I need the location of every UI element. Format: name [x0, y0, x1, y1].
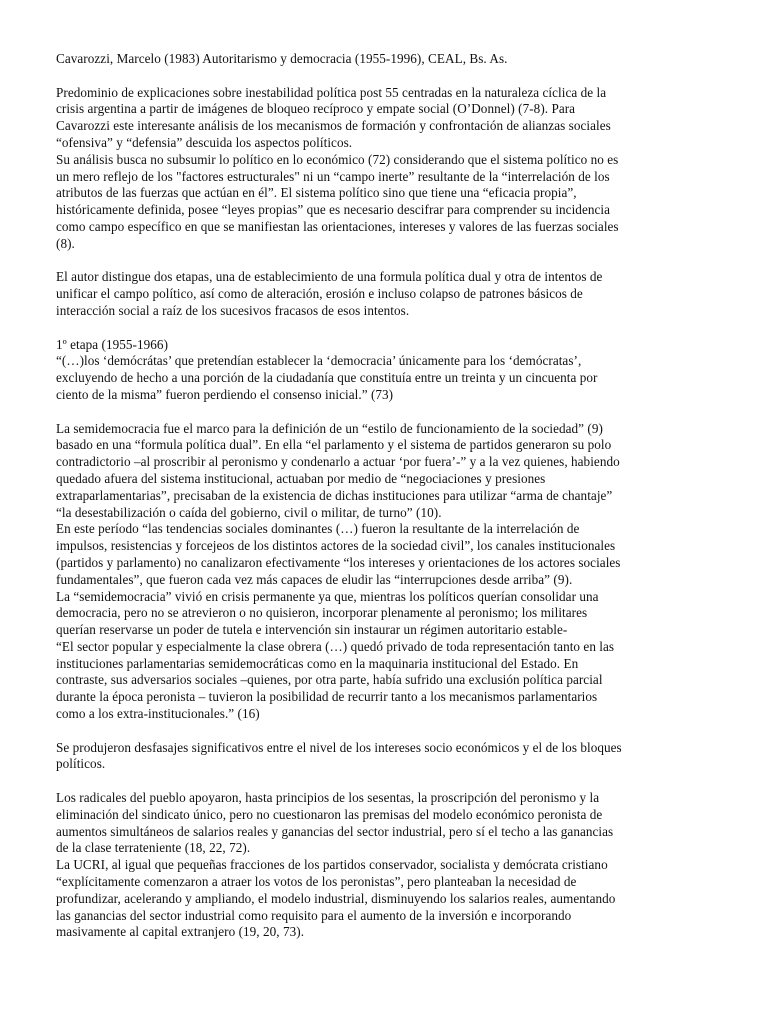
text-line: “explícitamente comenzaron a atraer los votos de los peronistas”, pero planteaban la necesidad de: [56, 874, 577, 890]
section-heading: 1º etapa (1955-1966): [56, 336, 169, 352]
text-line: de la clase terrateniente (18, 22, 72).: [56, 840, 251, 856]
text-line: querían reservarse un poder de tutela e intervención sin instaurar un régimen autoritario estable-: [56, 622, 568, 638]
text-line: las ganancias del sector industrial como requisito para el aumento de la inversión e incorporando: [56, 907, 572, 923]
quote-line: excluyendo de hecho a una porción de la ciudadanía que constituía entre un treinta y un cincuenta por: [56, 370, 598, 386]
text-line: fundamentales”, que fueron cada vez más capaces de eludir las “interrupciones desde arriba” (9).: [56, 571, 573, 587]
text-line: interacción social a raíz de los sucesivos fracasos de esos intentos.: [56, 302, 410, 318]
text-line: En este período “las tendencias sociales dominantes (…) fueron la resultante de la interrelación de: [56, 521, 580, 537]
quote-line: “(…)los ‘demócrátas’ que pretendían establecer la ‘democracia’ únicamente para los ‘demócratas’,: [56, 353, 582, 369]
paragraph-gap: [56, 404, 716, 421]
text-line: (8).: [56, 235, 75, 251]
paragraph-desfasajes: [56, 740, 716, 774]
text-line: Predominio de explicaciones sobre inestabilidad política post 55 centradas en la naturaleza cíclica de la: [56, 84, 607, 100]
paragraph-gap: [56, 68, 716, 85]
text-line: La UCRI, al igual que pequeñas fracciones de los partidos conservador, socialista y demócrata cristiano: [56, 857, 608, 873]
text-line: “la desestabilización o caída del gobierno, civil o militar, de turno” (10).: [56, 504, 442, 520]
paragraph-gap: [56, 773, 716, 790]
paragraph-semidemocracia: [56, 421, 716, 723]
text-line: unificar el campo político, así como de alteración, erosión e incluso colapso de patrones básicos de: [56, 286, 583, 302]
text-line: atributos de las fuerzas que actúan en él”. El sistema político sino que tiene una “eficacia propia”,: [56, 185, 577, 201]
text-line: políticos.: [56, 756, 106, 772]
text-line: El autor distingue dos etapas, una de establecimiento de una formula política dual y otra de intentos de: [56, 269, 603, 285]
paragraph-predominio: [56, 85, 716, 253]
text-line: Cavarozzi este interesante análisis de los mecanismos de formación y confrontación de alianzas sociales: [56, 118, 611, 134]
paragraph-primera-etapa: [56, 337, 716, 404]
paragraph-etapas: [56, 269, 716, 319]
text-line: Su análisis busca no subsumir lo político en lo económico (72) considerando que el sistema político no es: [56, 151, 619, 167]
text-line: un mero reflejo de los "factores estructurales" ni un “campo inerte” resultante de la “interrelación de los: [56, 168, 610, 184]
text-line: La “semidemocracia” vivió en crisis permanente ya que, mientras los políticos querían consolidar una: [56, 588, 599, 604]
text-line: Se produjeron desfasajes significativos entre el nivel de los intereses socio económicos y el de los bloques: [56, 739, 622, 755]
text-line: (partidos y parlamento) no canalizaron efectivamente “los intereses y orientaciones de los actores sociales: [56, 554, 621, 570]
text-line: durante la época peronista – tuvieron la posibilidad de recurrir tanto a los mecanismos parlamentarios: [56, 689, 598, 705]
text-line: Los radicales del pueblo apoyaron, hasta principios de los sesentas, la proscripción del peronismo y la: [56, 790, 600, 806]
text-line: contraste, sus adversarios sociales –quienes, por otra parte, había sufrido una exclusión política parcial: [56, 672, 603, 688]
text-line: La semidemocracia fue el marco para la definición de un “estilo de funcionamiento de la sociedad” (9): [56, 420, 603, 436]
quote-line: ciento de la misma” fueron perdiendo el consenso inicial.” (73): [56, 386, 394, 402]
text-line: eliminación del sindicato único, pero no cuestionaron las premisas del modelo económico peronista de: [56, 806, 603, 822]
text-line: como a los extra-institucionales.” (16): [56, 706, 260, 722]
text-line: históricamente definida, posee “leyes propias” que es necesario descifrar para comprender su incidencia: [56, 202, 611, 218]
document-page: [56, 51, 716, 941]
text-line: extraparlamentarias”, precisaban de la existencia de dichas instituciones para utilizar “arma de chantaje”: [56, 487, 613, 503]
text-line: crisis argentina a partir de imágenes de bloqueo recíproco y empate social (O’Donnel) (7-8). Para: [56, 101, 576, 117]
text-line: “ofensiva” y “defensia” descuida los aspectos políticos.: [56, 134, 353, 150]
text-line: profundizar, acelerando y ampliando, el modelo industrial, disminuyendo los salarios reales, aumentando: [56, 890, 616, 906]
reference-line: Cavarozzi, Marcelo (1983) Autoritarismo y democracia (1955-1996), CEAL, Bs. As.: [56, 51, 508, 66]
text-line: como campo específico en que se manifiestan las orientaciones, intereses y valores de las fuerzas sociales: [56, 218, 619, 234]
text-line: contradictorio –al proscribir al peronismo y condenarlo a actuar ‘por fuera’-” y a la vez quienes, habiendo: [56, 454, 620, 470]
paragraph-radicales: [56, 790, 716, 941]
text-line: instituciones parlamentarias semidemocráticas como en la maquinaria institucional del Estado. En: [56, 655, 579, 671]
text-line: “El sector popular y especialmente la clase obrera (…) quedó privado de toda representación tanto en las: [56, 638, 615, 654]
paragraph-gap: [56, 320, 716, 337]
paragraph-gap: [56, 723, 716, 740]
text-line: democracia, pero no se atrevieron o no quisieron, incorporar plenamente al peronismo; los militares: [56, 605, 588, 621]
text-line: masivamente al capital extranjero (19, 20, 73).: [56, 924, 305, 940]
paragraph-gap: [56, 253, 716, 270]
text-line: aumentos simultáneos de salarios reales y ganancias del sector industrial, pero sí el techo a las ganancias: [56, 823, 614, 839]
text-line: quedado afuera del sistema institucional, actuaban por medio de “negociaciones y presiones: [56, 470, 546, 486]
text-line: basado en una “formula política dual”. En ella “el parlamento y el sistema de partidos generaron su polo: [56, 437, 612, 453]
text-line: impulsos, resistencias y forcejeos de los distintos actores de la sociedad civil”, los canales institucionales: [56, 538, 616, 554]
